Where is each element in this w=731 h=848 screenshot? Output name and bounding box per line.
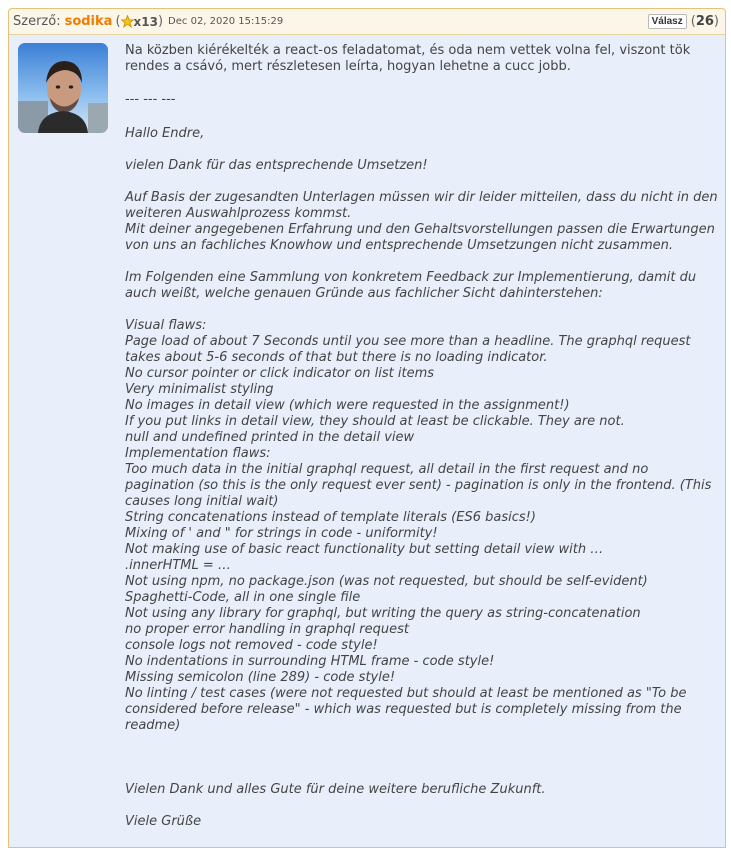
feedback-line: null and undefined printed in the detail view [125, 430, 415, 445]
feedback-line: Very minimalist styling [125, 382, 274, 397]
quoted-message [125, 126, 719, 830]
feedback-line: Spaghetti-Code, all in one single file [125, 590, 361, 605]
feedback-line: No indentations in surrounding HTML frame - code style! [125, 654, 495, 669]
feedback-line: Mixing of ' and " for strings in code - uniformity! [125, 526, 438, 541]
feedback-line: Not using npm, no package.json (was not requested, but should be self-evident) [125, 574, 648, 589]
post-number-close: ) [713, 14, 719, 29]
forum-post [8, 8, 726, 848]
thanks: vielen Dank für das entsprechende Umsetzen! [125, 158, 428, 173]
feedback-line: Page load of about 7 Seconds until you see more than a headline. The graphql request takes about 5-6 seconds of that but there is no loading indicator. [125, 334, 691, 365]
rejection-line-1: Auf Basis der zugesandten Unterlagen müssen wir dir leider mitteilen, dass du nicht in den weiteren Auswahlprozess kommst. [125, 190, 718, 221]
feedback-line: no proper error handling in graphql request [125, 622, 410, 637]
feedback-line: No cursor pointer or click indicator on list items [125, 366, 435, 381]
regards-line: Viele Grüße [125, 814, 202, 829]
post-number[interactable] [691, 14, 719, 29]
post-body [125, 43, 719, 846]
reply-button[interactable]: Válasz [648, 14, 687, 29]
feedback-line: Not using any library for graphql, but writing the query as string-concatenation [125, 606, 641, 621]
star-icon [121, 15, 134, 28]
feedback-line: String concatenations instead of template literals (ES6 basics!) [125, 510, 536, 525]
post-header [9, 9, 725, 35]
feedback-line: Implementation flaws: [125, 446, 271, 461]
closing-line: Vielen Dank und alles Gute für deine weitere berufliche Zukunft. [125, 782, 546, 797]
kudos-close-paren: ) [157, 14, 164, 29]
feedback-intro: Im Folgenden eine Sammlung von konkretem Feedback zur Implementierung, damit du auch weißt, welche genauen Gründe aus fachlicher Sicht dahinterstehen: [125, 270, 697, 301]
post-intro: Na közben kiérékelték a react-os feladatomat, és oda nem vettek volna fel, viszont tök rendes a csávó, mert részletesen leírta, hogyan lehetne a cucc jobb. [125, 43, 691, 74]
post-date: Dec 02, 2020 15:15:29 [168, 16, 284, 27]
rejection-paragraph [125, 190, 719, 254]
kudos-count: x13 [133, 14, 158, 29]
feedback-line: No images in detail view (which were requested in the assignment!) [125, 398, 570, 413]
feedback-line: Not making use of basic react functionality but setting detail view with … [125, 542, 604, 557]
kudos-open-paren: ( [115, 14, 121, 29]
feedback-line: No linting / test cases (were not requested but should at least be mentioned as "To be considered before release" - which was requested but is completely missing from the readme) [125, 686, 687, 733]
post-number-value: 26 [695, 14, 714, 29]
feedback-list [125, 318, 719, 734]
rejection-line-2: Mit deiner angegebenen Erfahrung und den Gehaltsvorstellungen passen die Erwartungen von uns an fachliches Knowhow und entsprechende Umsetzungen nicht zusammen. [125, 222, 715, 253]
feedback-line: Missing semicolon (line 289) - code style! [125, 670, 396, 685]
greeting: Hallo Endre, [125, 126, 205, 141]
author-name-link[interactable]: sodika [64, 14, 113, 29]
post-number-open: ( [690, 14, 696, 29]
avatar[interactable] [18, 43, 108, 133]
feedback-line: console logs not removed - code style! [125, 638, 378, 653]
feedback-line: Visual flaws: [125, 318, 207, 333]
feedback-line: .innerHTML = … [125, 558, 231, 573]
feedback-line: Too much data in the initial graphql request, all detail in the first request and no pagination (so this is the only request ever sent) - pagination is only in the frontend. (This causes long initial wait) [125, 462, 712, 509]
feedback-line: If you put links in detail view, they should at least be clickable. They are not. [125, 414, 625, 429]
separator-text: --- --- --- [125, 92, 176, 107]
author-prefix: Szerző: [13, 14, 61, 29]
